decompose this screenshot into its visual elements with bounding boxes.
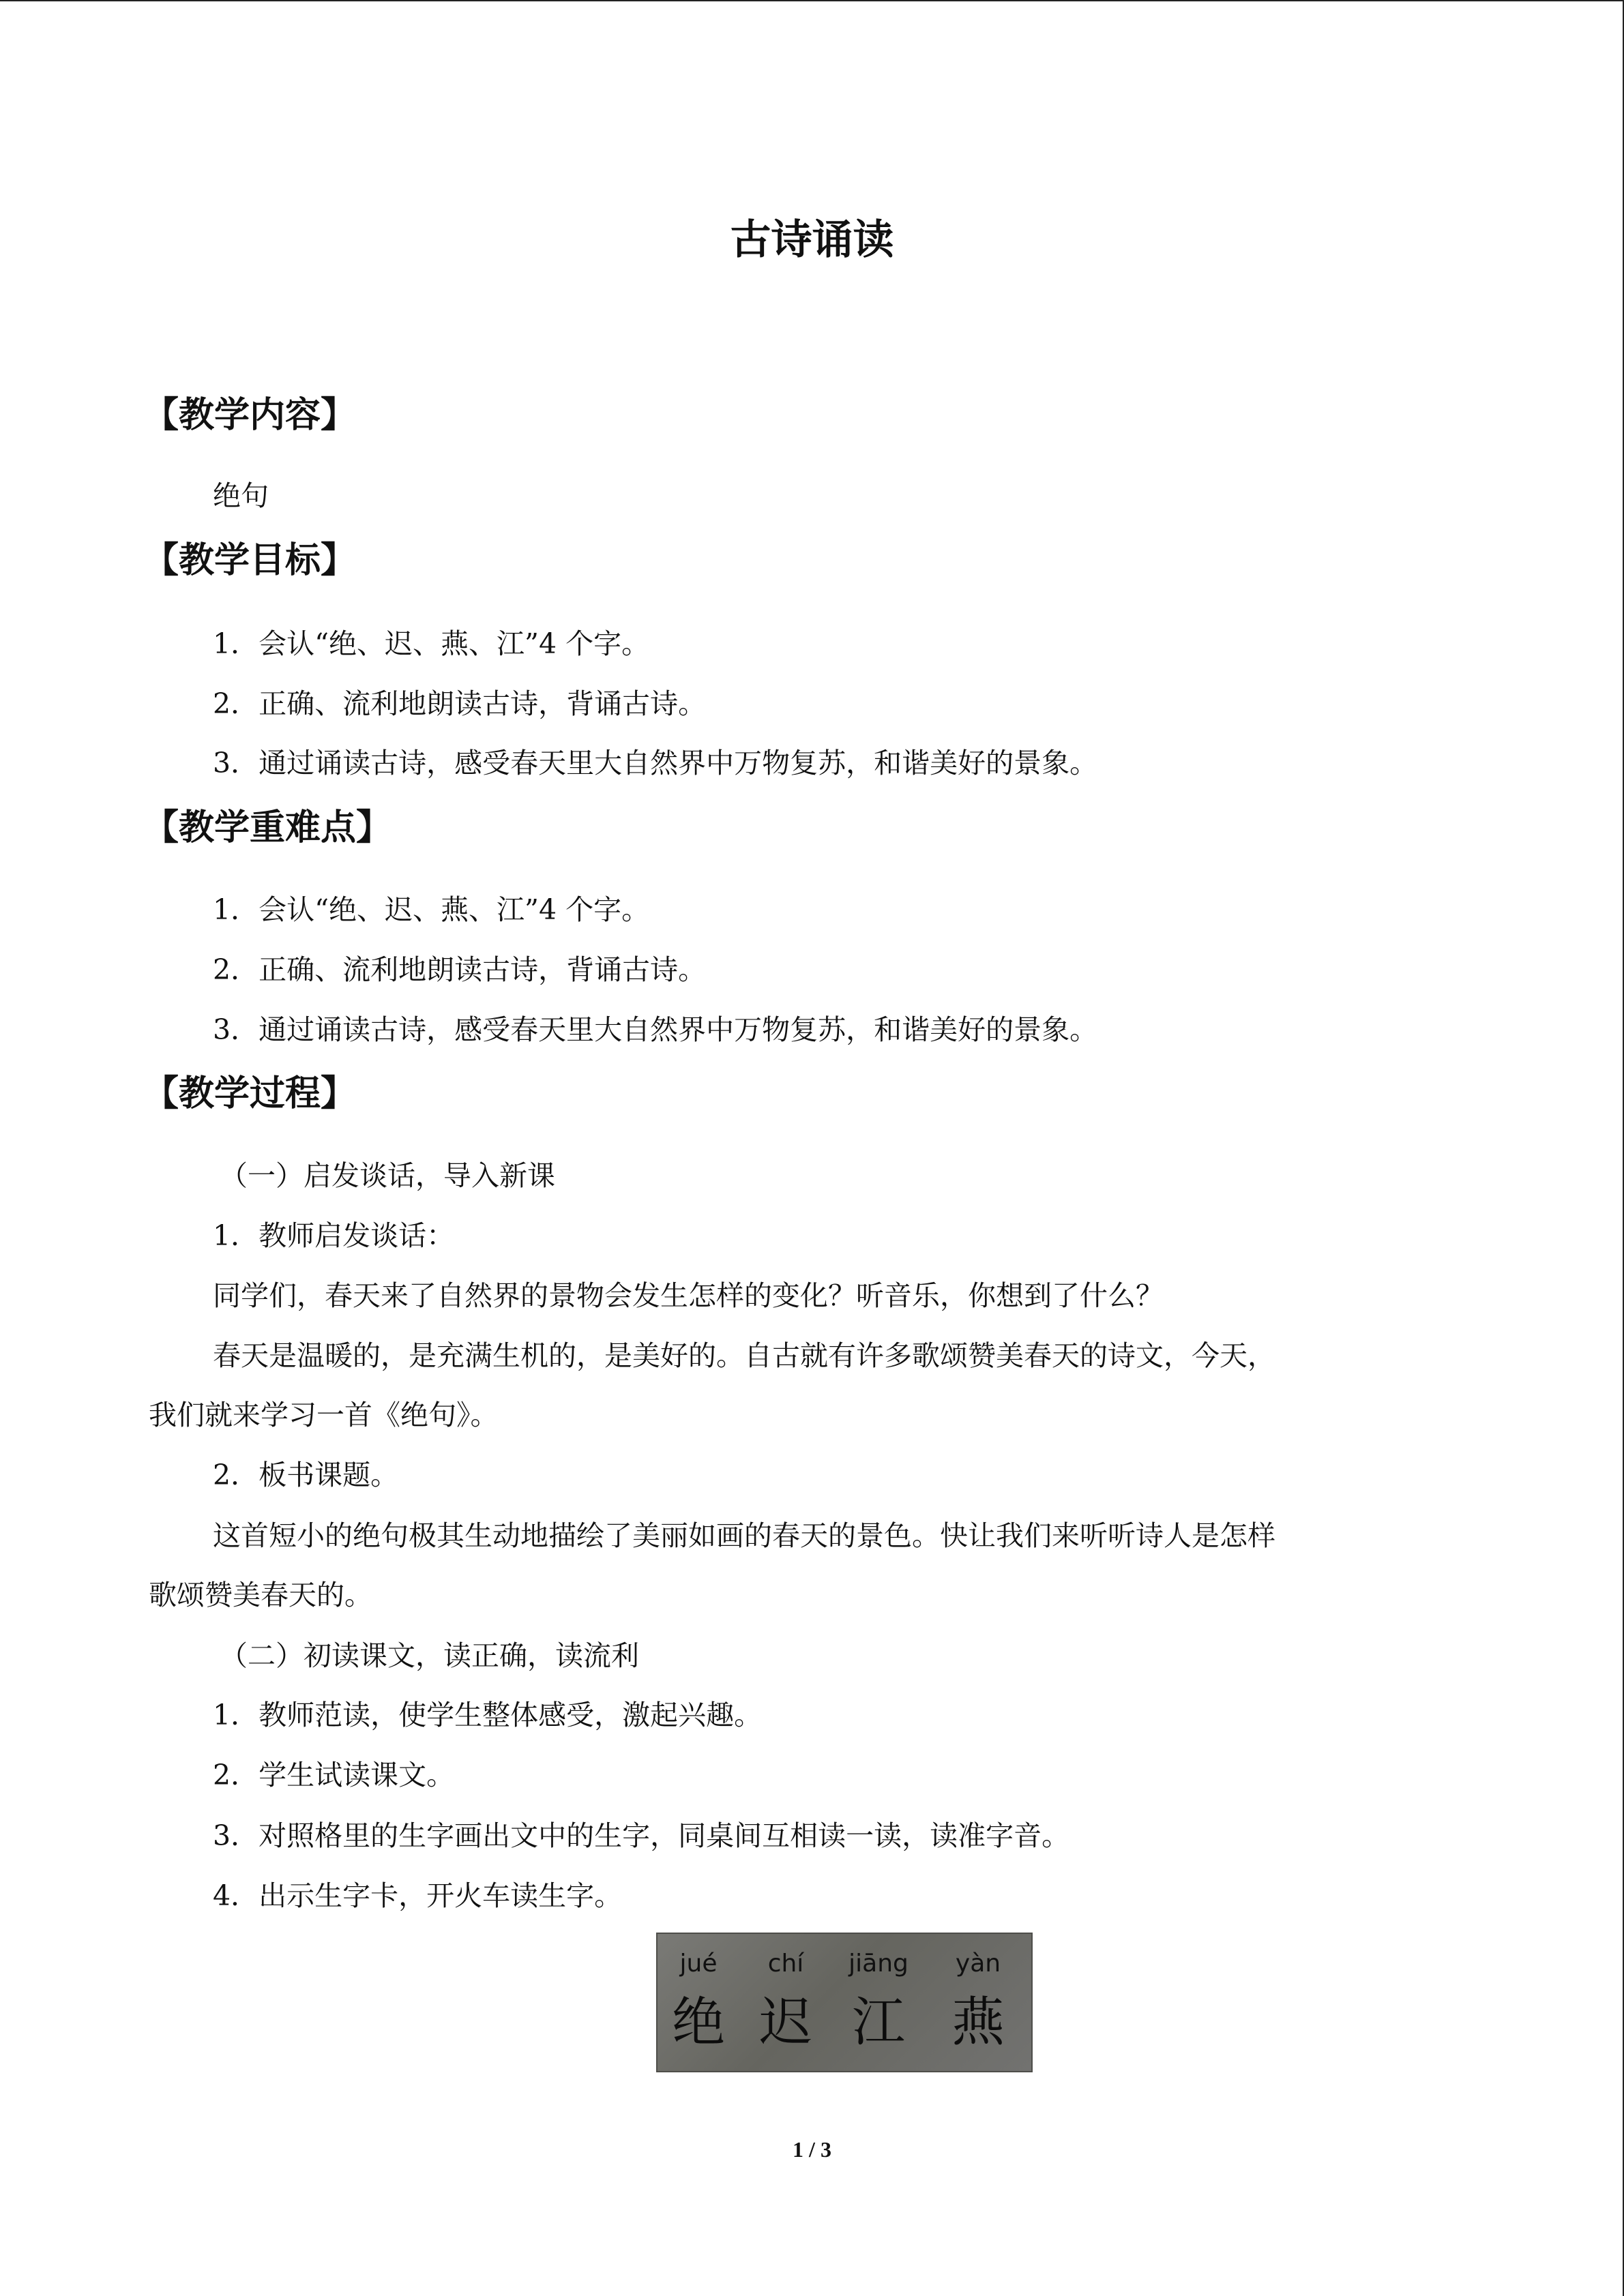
pinyin-label: yàn (955, 1950, 1001, 1978)
process-line: 1．教师启发谈话： (213, 1219, 455, 1252)
process-line: 2．学生试读课文。 (213, 1759, 455, 1791)
goals-line-3: 3．通过诵读古诗，感受春天里大自然界中万物复苏，和谐美好的景象。 (213, 747, 1098, 779)
character-label: 江 (851, 1992, 905, 2053)
character-label: 绝 (671, 1992, 725, 2053)
key-points-line-1: 1．会认“绝、迟、燕、江”4 个字。 (213, 893, 650, 926)
section-heading-process: 【教学过程】 (143, 1073, 357, 1114)
process-line: 4．出示生字卡，开火车读生字。 (213, 1879, 623, 1912)
page-number: 1 / 3 (793, 2137, 831, 2162)
pinyin-label: chí (767, 1950, 804, 1978)
process-line: 1．教师范读，使学生整体感受，激起兴趣。 (213, 1699, 763, 1731)
section-heading-key-points: 【教学重难点】 (143, 807, 392, 848)
process-subheading-1: （一）启发谈话，导入新课 (220, 1159, 555, 1192)
page-title: 古诗诵读 (730, 216, 894, 264)
goals-line-1: 1．会认“绝、迟、燕、江”4 个字。 (213, 627, 650, 660)
pinyin-label: jué (679, 1950, 718, 1978)
key-points-line-2: 2．正确、流利地朗读古诗，背诵古诗。 (213, 953, 707, 986)
process-line: 我们就来学习一首《绝句》。 (149, 1399, 499, 1431)
goals-line-2: 2．正确、流利地朗读古诗，背诵古诗。 (213, 687, 707, 720)
character-label: 燕 (951, 1992, 1005, 2053)
process-subheading-2: （二）初读课文，读正确，读流利 (220, 1639, 639, 1672)
section-heading-goals: 【教学目标】 (143, 540, 357, 581)
pinyin-label: jiāng (848, 1950, 909, 1978)
process-line: 这首短小的绝句极其生动地描绘了美丽如画的春天的景色。快让我们来听听诗人是怎样 (213, 1519, 1275, 1552)
section-heading-content: 【教学内容】 (143, 395, 357, 436)
process-line: 同学们，春天来了自然界的景物会发生怎样的变化？听音乐，你想到了什么？ (213, 1279, 1164, 1312)
character-label: 迟 (758, 1992, 812, 2053)
process-line: 3．对照格里的生字画出文中的生字，同桌间互相读一读，读准字音。 (213, 1819, 1070, 1852)
content-line: 绝句 (213, 479, 269, 512)
process-line: 春天是温暖的，是充满生机的，是美好的。自古就有许多歌颂赞美春天的诗文，今天， (213, 1339, 1275, 1372)
character-card-image (656, 1933, 1033, 2072)
key-points-line-3: 3．通过诵读古诗，感受春天里大自然界中万物复苏，和谐美好的景象。 (213, 1013, 1098, 1046)
process-line: 歌颂赞美春天的。 (149, 1579, 372, 1611)
process-line: 2．板书课题。 (213, 1459, 399, 1491)
